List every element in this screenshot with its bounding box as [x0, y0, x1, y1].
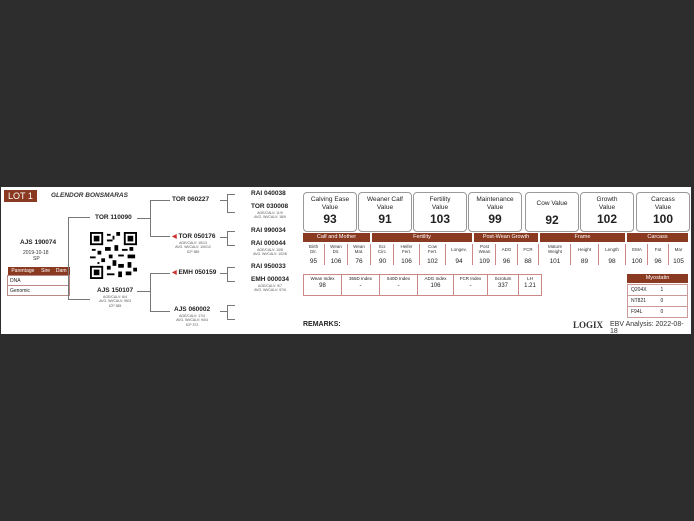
value-number: 91	[378, 212, 392, 226]
index-cell: 365D Index -	[341, 274, 380, 296]
sire-id: TOR 110090	[95, 214, 132, 221]
value-box: Cow Value 92	[525, 192, 579, 232]
sdd-id: RAI 000044	[251, 240, 286, 247]
trait-cell: Post Wean 109	[474, 244, 496, 265]
sire-header: Sire	[38, 267, 53, 276]
value-box: Fertility Value 103	[413, 192, 467, 232]
parentage-header: Parentage	[8, 267, 39, 276]
flag-icon: ◀	[172, 234, 177, 240]
sire-dam-avg: AVG. WI/CALV: 100/12	[175, 245, 211, 250]
remarks-label: REMARKS:	[303, 321, 341, 328]
index-cell: FCR Index -	[453, 274, 488, 296]
group-header: Calf and Mother	[303, 233, 370, 242]
dam-header: Dam	[53, 267, 70, 276]
group-header: Post-Wean Growth	[474, 233, 538, 242]
trait-cell: Fat 96	[648, 244, 669, 265]
value-number: 92	[545, 212, 559, 227]
analysis-date: EBV Analysis: 2022-08-18	[610, 321, 684, 334]
dam-id: AJS 150107	[97, 287, 134, 294]
dam-icp: ICP 385	[108, 303, 122, 308]
index-cell: Wean Index 98	[303, 274, 342, 296]
myostatin-row: F94L 0	[627, 307, 688, 318]
ssd-age: AGE/CALV: 11/9	[257, 211, 283, 215]
breeder-name: GLENDOR BONSMARAS	[51, 192, 128, 199]
trait-cell: Scr. Circ. 90	[372, 244, 394, 265]
dam-dam-avg: AVG. WI/CALV: 94/4	[176, 318, 208, 323]
dsd-avg: AVG. WI/CALV: 97/6	[254, 288, 286, 293]
trait-cell: Wean Dir. 106	[325, 244, 348, 265]
trait-cell: Heifer Fert. 106	[394, 244, 420, 265]
value-number: 103	[429, 212, 451, 226]
trait-cell: ADG 96	[496, 244, 518, 265]
myostatin-header: Myostatin	[627, 274, 688, 283]
parentage-row-dna: DNA	[8, 276, 70, 286]
sire-dam-age: AGE/CALV: 15/13	[179, 241, 207, 245]
animal-card	[1, 187, 691, 334]
group-header: Carcass	[627, 233, 688, 242]
dam-dam-id: AJS 060002	[174, 306, 211, 313]
ssd-avg: AVG. WI/CALV: 18/9	[254, 215, 286, 220]
sds-id: RAI 990034	[251, 227, 286, 234]
trait-cell: Longev. 94	[446, 244, 473, 265]
flag-icon: ◀	[172, 270, 177, 276]
value-number: 100	[652, 212, 674, 226]
dss-id: RAI 950033	[251, 263, 286, 270]
trait-cell: Birth Dir. 95	[303, 244, 325, 265]
myostatin-row: NT821 0	[627, 296, 688, 307]
trait-cell: Height 89	[571, 244, 599, 265]
value-box: Maintenance Value 99	[468, 192, 522, 232]
animal-dob: 2019-10-18	[23, 250, 49, 256]
dam-dam-age: AGE/CALV: 17/4	[179, 314, 205, 318]
value-box: Weaner Calf Value 91	[358, 192, 412, 232]
value-number: 93	[323, 212, 337, 226]
dam-avg: AVG. WI/CALV: 95/3	[99, 299, 131, 304]
trait-cell: Mature Weight 101	[540, 244, 571, 265]
parentage-table	[7, 267, 70, 296]
trait-cell: EMA 100	[627, 244, 648, 265]
value-box: Carcass Value 100	[636, 192, 690, 232]
sdd-age: AGE/CALV: 10/8	[257, 248, 283, 252]
group-header: Fertility	[372, 233, 472, 242]
value-box: Calving Ease Value 93	[303, 192, 357, 232]
index-cell: Scrotum 337	[487, 274, 519, 296]
value-number: 99	[488, 212, 502, 226]
index-cell: LH 1.21	[518, 274, 542, 296]
sire-dam-id: ◀ TOR 050176	[172, 233, 216, 240]
sire-sire-id: TOR 060227	[172, 196, 210, 203]
logix-logo: LOGIX	[573, 320, 604, 330]
trait-cell: Length 98	[599, 244, 626, 265]
trait-cell: Mar 105	[673, 247, 684, 265]
index-cell: ADG Index 106	[417, 274, 454, 296]
trait-cell: Cow Fert. 102	[420, 244, 446, 265]
animal-code: SP	[33, 256, 40, 262]
myostatin-row: Q204X 1	[627, 284, 688, 296]
value-number: 102	[596, 212, 618, 226]
lot-label: LOT 1	[4, 190, 37, 202]
dsd-id: EMH 000034	[251, 276, 289, 283]
dam-age: AGE/CALV: 6/4	[103, 295, 127, 299]
sire-dam-icp: ICP 385	[186, 249, 200, 254]
sss-id: RAI 040038	[251, 190, 286, 197]
qr-code	[90, 232, 137, 279]
dam-sire-id: ◀ EMH 050159	[172, 269, 217, 276]
dsd-age: AGE/CALV: 9/7	[258, 284, 282, 288]
sdd-avg: AVG. WI/CALV: 102/8	[253, 252, 287, 257]
ssd-id: TOR 030008	[251, 203, 289, 210]
trait-cell: FCR 88	[518, 244, 539, 265]
group-header: Frame	[540, 233, 625, 242]
dam-dam-icp: ICP 372	[185, 322, 199, 327]
index-cell: 540D Index -	[379, 274, 418, 296]
animal-id: AJS 190074	[20, 239, 57, 246]
value-box: Growth Value 102	[580, 192, 634, 232]
parentage-row-genomic: Genomic	[8, 286, 70, 296]
trait-cell: Wean Mat. 76	[348, 244, 371, 265]
